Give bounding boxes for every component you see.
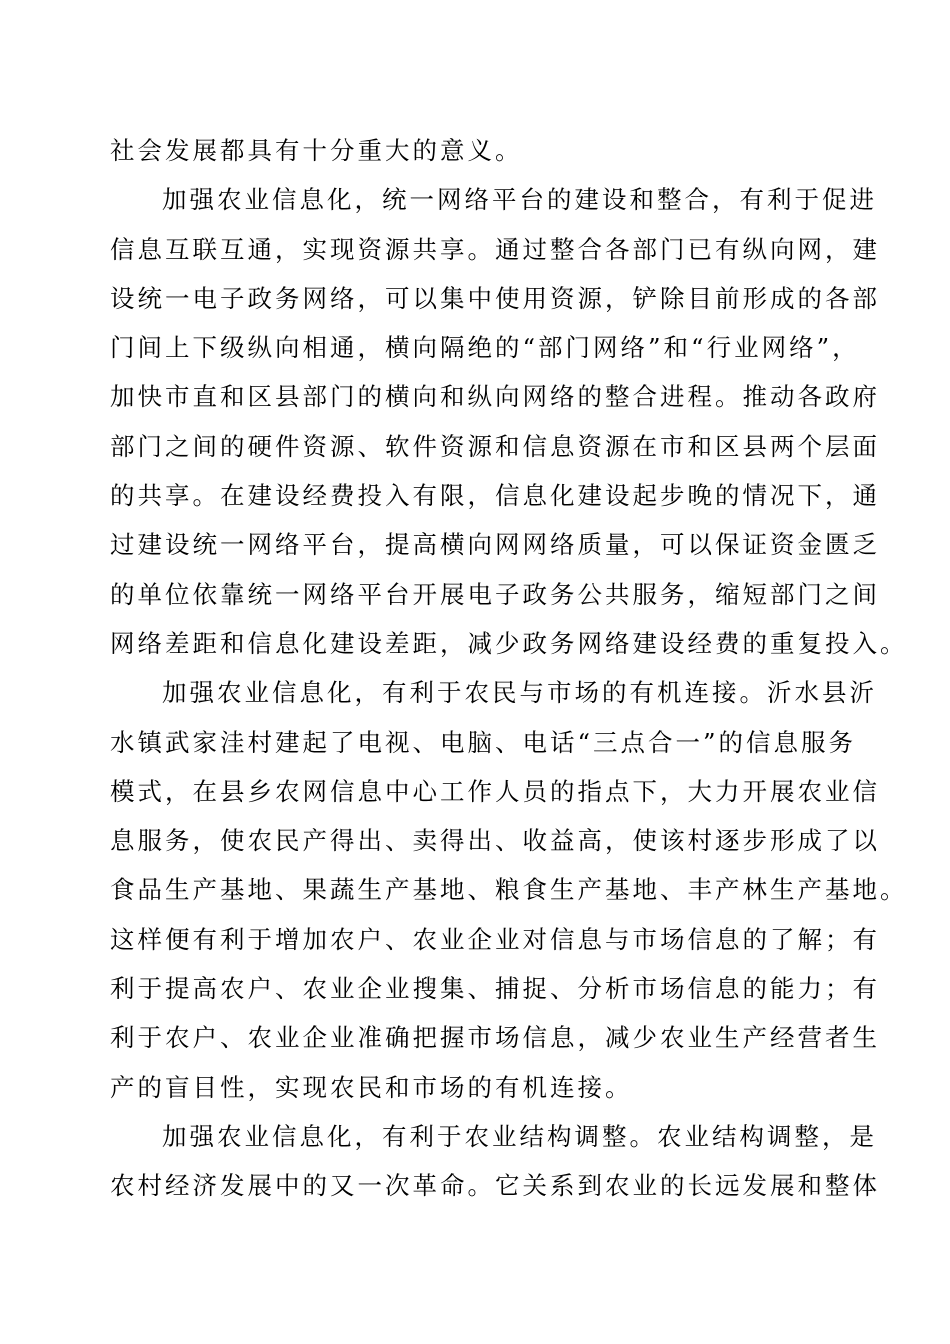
text-line: 利于农户、农业企业准确把握市场信息，减少农业生产经营者生 xyxy=(110,1023,880,1053)
text-line: 加强农业信息化，统一网络平台的建设和整合，有利于促进 xyxy=(162,185,877,215)
text-line: 信息互联互通，实现资源共享。通过整合各部门已有纵向网，建 xyxy=(110,234,880,264)
text-line: 息服务，使农民产得出、卖得出、收益高，使该村逐步形成了以 xyxy=(110,826,880,856)
text-line: 过建设统一网络平台，提高横向网网络质量，可以保证资金匮乏 xyxy=(110,530,880,560)
text-line: 模式，在县乡农网信息中心工作人员的指点下，大力开展农业信 xyxy=(110,776,880,806)
text-line: 加快市直和区县部门的横向和纵向网络的整合进程。推动各政府 xyxy=(110,382,880,412)
text-line: 的共享。在建设经费投入有限，信息化建设起步晚的情况下，通 xyxy=(110,481,880,511)
text-line: 部门之间的硬件资源、软件资源和信息资源在市和区县两个层面 xyxy=(110,431,880,461)
text-line: 水镇武家洼村建起了电视、电脑、电话“三点合一”的信息服务 xyxy=(110,727,857,757)
body-text xyxy=(110,126,908,1211)
text-line: 加强农业信息化，有利于农民与市场的有机连接。沂水县沂 xyxy=(162,678,877,708)
text-line: 的单位依靠统一网络平台开展电子政务公共服务，缩短部门之间 xyxy=(110,579,880,609)
text-line: 这样便有利于增加农户、农业企业对信息与市场信息的了解；有 xyxy=(110,924,880,954)
text-line: 产的盲目性，实现农民和市场的有机连接。 xyxy=(110,1072,633,1102)
text-line: 利于提高农户、农业企业搜集、捕捉、分析市场信息的能力；有 xyxy=(110,974,880,1004)
text-line: 设统一电子政务网络，可以集中使用资源，铲除目前形成的各部 xyxy=(110,283,880,313)
text-line: 社会发展都具有十分重大的意义。 xyxy=(110,136,523,165)
text-line: 农村经济发展中的又一次革命。它关系到农业的长远发展和整体 xyxy=(110,1171,880,1201)
text-line: 食品生产基地、果蔬生产基地、粮食生产基地、丰产林生产基地。 xyxy=(110,875,908,905)
text-line: 网络差距和信息化建设差距，减少政务网络建设经费的重复投入。 xyxy=(110,628,908,658)
text-line: 门间上下级纵向相通，横向隔绝的“部门网络”和“行业网络”， xyxy=(110,333,860,363)
text-line: 加强农业信息化，有利于农业结构调整。农业结构调整，是 xyxy=(162,1121,877,1151)
